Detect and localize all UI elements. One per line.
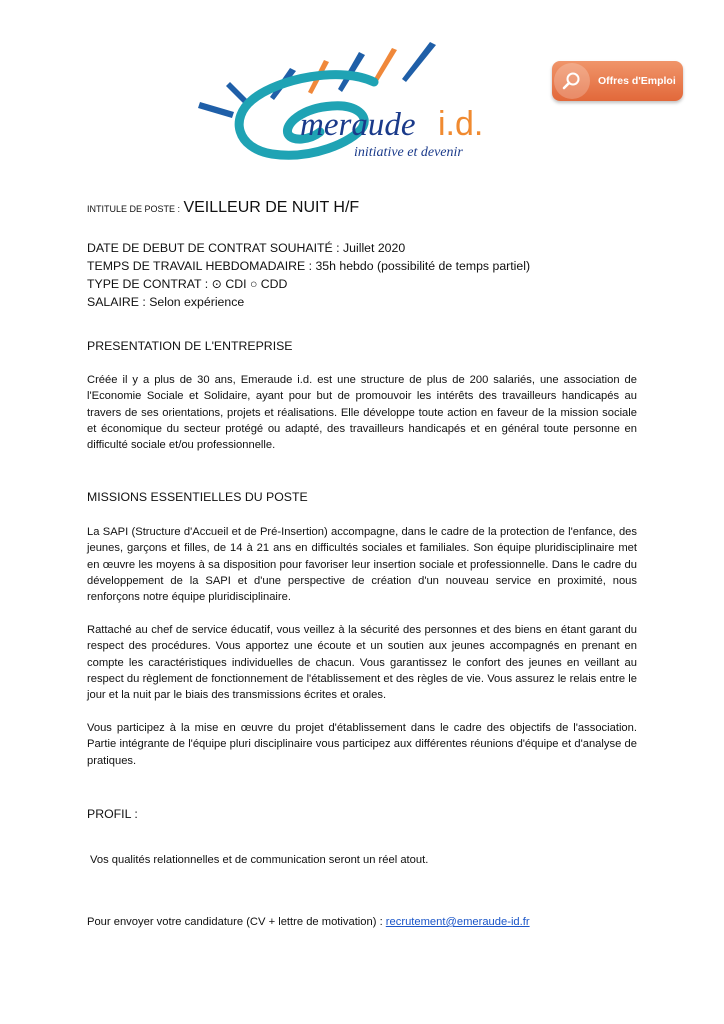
radio-unchecked-icon: ○ <box>249 277 258 291</box>
company-text: Créée il y a plus de 30 ans, Emeraude i.d. est une structure de plus de 200 salariés, une association de l'Economie Sociale et Solidaire, ayant pour but de promouvoir les intérêts des travailleurs handicapés au travers de ses orientations, projets et réalisations. Elle développe toute action en faveur de la mission sociale et économique du secteur protégé ou adapté, des travailleurs handicapés et en général toute personne en difficulté sociale et/ou professionnelle. <box>87 374 637 452</box>
missions-paragraph-2: Rattaché au chef de service éducatif, vous veillez à la sécurité des personnes et des biens en étant garant du respect des procédures. Vous apportez une écoute et un soutien aux jeunes accompagnés en prenant en compte les caractéristiques individuelles de chacun. Vous garantissez le confort des jeunes en veillant au respect du règlement de fonctionnement de l'établissement et des règles de vie. Vous assurez le relais entre le jour et la nuit par le biais des transmissions écrites et orales. <box>87 624 637 702</box>
job-offers-label: Offres d'Emploi <box>598 75 676 87</box>
recruitment-email-link[interactable]: recrutement@emeraude-id.fr <box>385 916 530 928</box>
application-text: Pour envoyer votre candidature (CV + lettre de motivation) : <box>87 916 383 928</box>
search-icon <box>554 63 590 99</box>
logo-graphic <box>192 38 522 166</box>
job-title: VEILLEUR DE NUIT H/F <box>183 199 360 216</box>
contract-cdi: CDI <box>225 277 247 291</box>
logo-ray <box>402 42 436 82</box>
missions-paragraph-1: La SAPI (Structure d'Accueil et de Pré-Insertion) accompagne, dans le cadre de la protection de l'enfance, des jeunes, garçons et filles, de 14 à 21 ans en difficultés sociales et familiales. Son équipe pluridisciplinaire met en œuvre les moyens à sa disposition pour favoriser leur insertion sociale et professionnelle. Dans le cadre du développement de la SAPI et d'une perspective de création d'un nouveau service en proximité, nous renforçons notre équipe pluridisciplinaire. <box>87 526 637 604</box>
work-time: TEMPS DE TRAVAIL HEBDOMADAIRE : 35h hebdo (possibilité de temps partiel) <box>87 259 531 273</box>
salary: SALAIRE : Selon expérience <box>87 295 245 309</box>
company-logo <box>192 38 522 166</box>
start-date: DATE DE DEBUT DE CONTRAT SOUHAITÉ : Juillet 2020 <box>87 241 406 255</box>
profile-text: Vos qualités relationnelles et de communication seront un réel atout. <box>90 854 429 866</box>
company-heading: PRESENTATION DE L'ENTREPRISE <box>87 339 293 353</box>
radio-checked-icon: ⊙ <box>211 277 222 291</box>
job-offers-button[interactable] <box>552 61 683 101</box>
logo-suffix: i.d. <box>438 105 484 143</box>
contract-cdd: CDD <box>260 277 288 291</box>
missions-paragraph-3: Vous participez à la mise en œuvre du projet d'établissement dans le cadre des objectifs de l'association. Partie intégrante de l'équipe pluri disciplinaire vous participez aux différentes réunions d'équipe et d'analyse de pratiques. <box>87 722 637 767</box>
application-line <box>87 914 637 930</box>
job-title-label: INTITULE DE POSTE : <box>87 204 181 214</box>
contract-label: TYPE DE CONTRAT : <box>87 277 209 291</box>
logo-wordmark: meraude <box>300 107 416 143</box>
logo-tagline: initiative et devenir <box>354 145 463 160</box>
missions-heading: MISSIONS ESSENTIELLES DU POSTE <box>87 490 308 504</box>
logo-ray <box>198 102 234 118</box>
contract-type <box>87 276 287 292</box>
job-title-line <box>87 200 359 217</box>
profile-heading: PROFIL : <box>87 807 138 821</box>
